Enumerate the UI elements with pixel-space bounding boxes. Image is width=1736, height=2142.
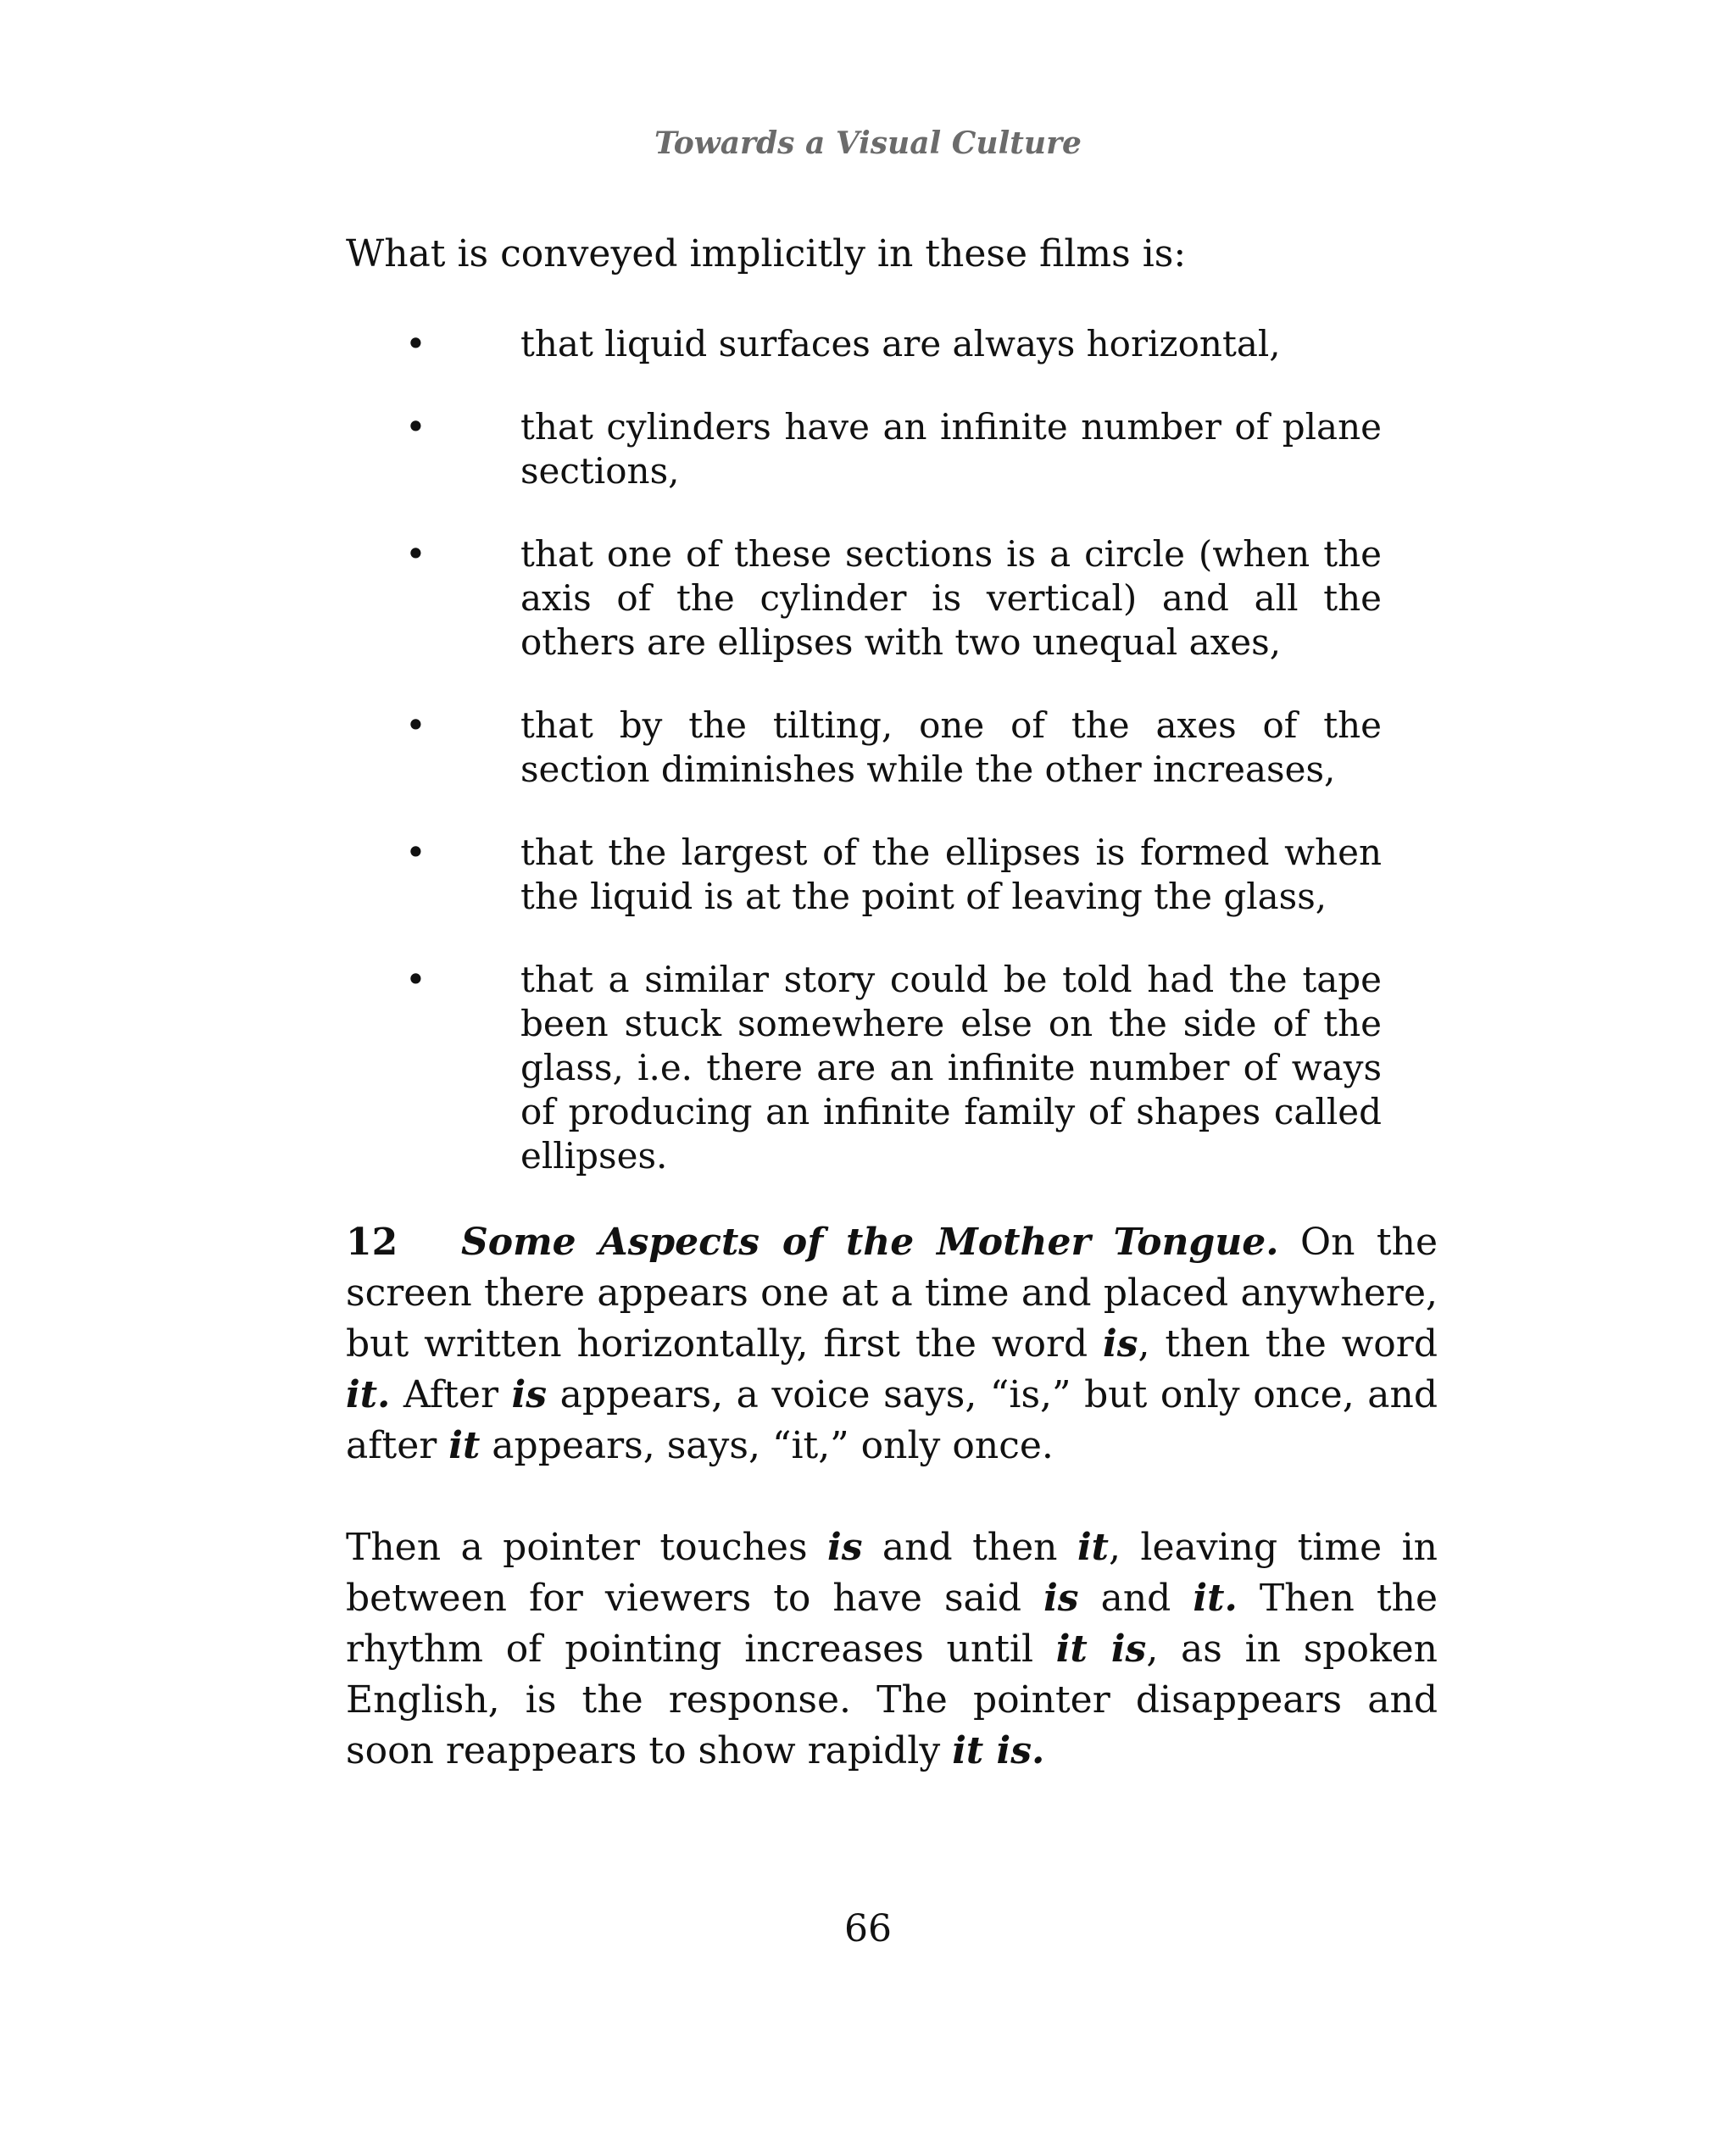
body-text: and	[1078, 1577, 1194, 1620]
body-text: appears, says, “it,” only once.	[480, 1424, 1054, 1467]
section-title: Some Aspects of the Mother Tongue.	[461, 1221, 1279, 1264]
body-text: appears, a voice says, “is,” but only once, and after	[346, 1373, 1438, 1467]
emphasis-word: it.	[1193, 1577, 1238, 1620]
bullet-marker: •	[405, 323, 426, 364]
list-item-text: that liquid surfaces are always horizontal,	[520, 323, 1281, 364]
bullet-list	[405, 322, 1382, 1178]
bullet-marker: •	[405, 704, 426, 746]
bullet-marker: •	[405, 533, 426, 575]
body-text: Then a pointer touches	[346, 1526, 827, 1569]
page-body	[346, 229, 1438, 1777]
list-item	[405, 958, 1382, 1178]
body-text: , then the word	[1138, 1322, 1438, 1366]
list-item	[405, 831, 1382, 919]
body-text: and then	[862, 1526, 1077, 1569]
emphasis-word: is	[1103, 1322, 1138, 1366]
section-12-paragraph-2	[346, 1522, 1438, 1777]
body-text: On the screen there appears one at a time and placed anywhere, but written horizontally, first the word	[346, 1221, 1438, 1366]
emphasis-word: is	[826, 1526, 863, 1569]
intro-sentence: What is conveyed implicitly in these films is:	[346, 232, 1187, 275]
emphasis-word: is	[511, 1373, 548, 1416]
list-item-text: that the largest of the ellipses is formed when the liquid is at the point of leaving the glass,	[520, 832, 1382, 917]
bullet-marker: •	[405, 406, 426, 448]
list-item	[405, 704, 1382, 792]
list-item-text: that a similar story could be told had the tape been stuck somewhere else on the side of the glass, i.e. there are an infinite number of ways of producing an infinite family of shapes called ellipses.	[520, 959, 1382, 1177]
list-item	[405, 322, 1382, 366]
body-text: , as in spoken English, is the response. The pointer disappears and soon reappears to show rapidly	[346, 1627, 1438, 1772]
emphasis-word: it is	[1055, 1627, 1147, 1671]
list-item	[405, 405, 1382, 493]
bullet-marker: •	[405, 832, 426, 873]
emphasis-word: it	[1077, 1526, 1109, 1569]
body-text: Then the rhythm of pointing increases until	[346, 1577, 1438, 1671]
list-item	[405, 532, 1382, 665]
emphasis-word: it	[448, 1424, 481, 1467]
body-text: , leaving time in between for viewers to have said	[346, 1526, 1438, 1620]
bullet-marker: •	[405, 959, 426, 1000]
body-text: After	[390, 1373, 512, 1416]
list-item-text: that cylinders have an infinite number of plane sections,	[520, 406, 1382, 492]
section-number: 12	[346, 1221, 398, 1264]
emphasis-word: is	[1043, 1577, 1079, 1620]
page-number: 66	[844, 1907, 892, 1950]
list-item-text: that one of these sections is a circle (when the axis of the cylinder is vertical) and all the others are ellipses with two unequal axes,	[520, 533, 1382, 663]
section-12-paragraph-1	[346, 1217, 1438, 1472]
emphasis-word: it is.	[952, 1729, 1045, 1772]
running-header: Towards a Visual Culture	[654, 125, 1082, 161]
emphasis-word: it.	[346, 1373, 391, 1416]
list-item-text: that by the tilting, one of the axes of the section diminishes while the other increases,	[520, 704, 1382, 790]
